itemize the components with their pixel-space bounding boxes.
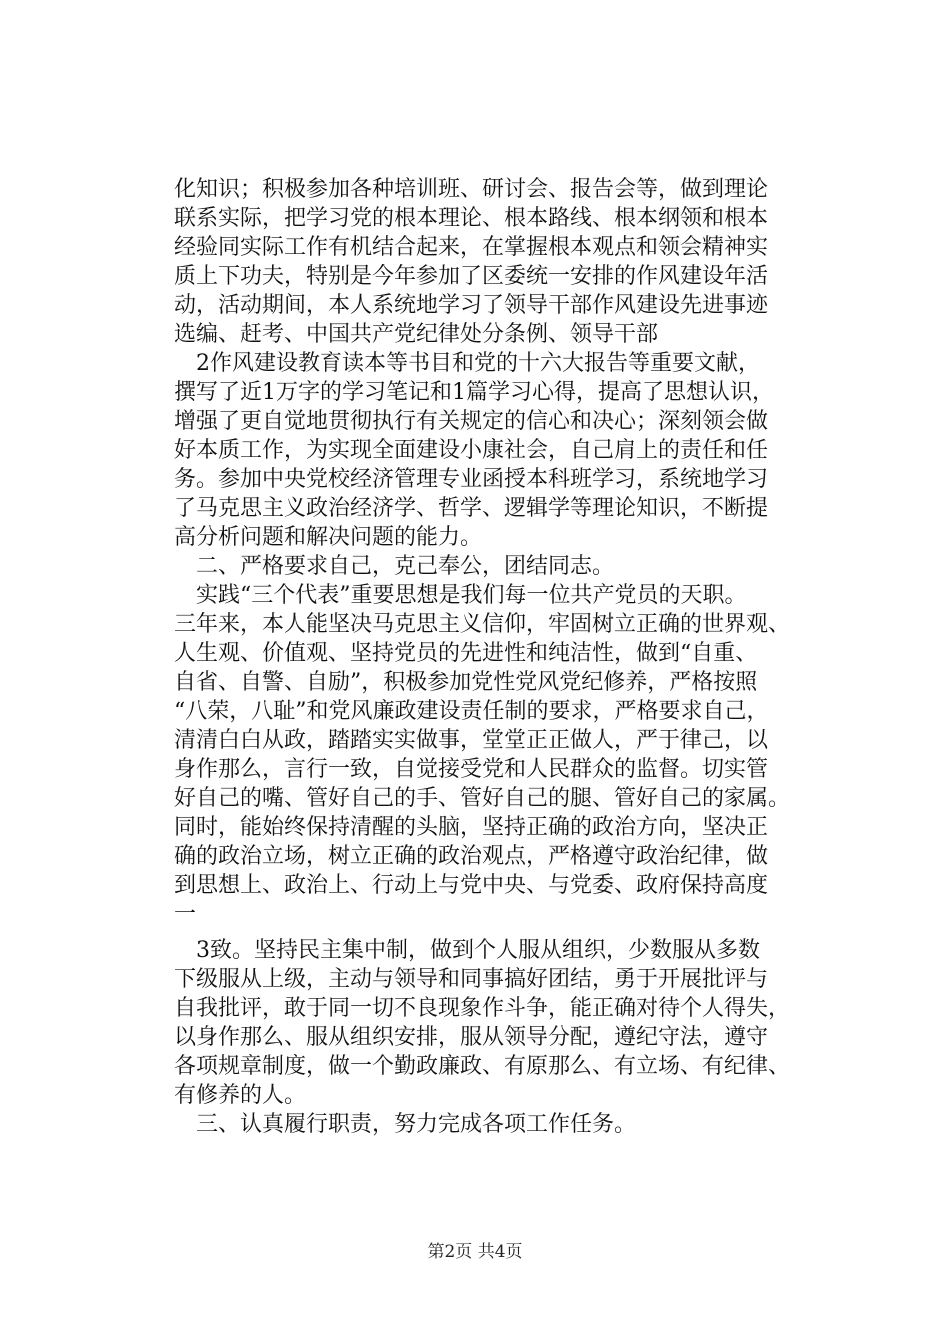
page-number: 第2页 共4页 [427, 1242, 523, 1262]
text-line: 2作风建设教育读本等书目和党的十六大报告等重要文献， [174, 351, 760, 376]
text-line: 人生观、价值观、坚持党员的先进性和纯洁性，做到“自重、 [174, 641, 758, 666]
text-line: 动，活动期间，本人系统地学习了领导干部作风建设先进事迹 [174, 293, 769, 318]
text-line: 同时，能始终保持清醒的头脑，坚持正确的政治方向，坚决正 [174, 815, 769, 840]
text-line: 3致。坚持民主集中制，做到个人服从组织，少数服从多数 [174, 938, 760, 963]
text-line: “八荣，八耻”和党风廉政建设责任制的要求，严格要求自己， [174, 699, 769, 724]
text-line: 实践“三个代表”重要思想是我们每一位共产党员的天职。 [174, 583, 747, 608]
section-heading: 二、严格要求自己，克己奉公，团结同志。 [174, 554, 615, 579]
text-line: 到思想上、政治上、行动上与党中央、与党委、政府保持高度 [174, 873, 769, 898]
text-line: 清清白白从政，踏踏实实做事，堂堂正正做人，严于律己，以 [174, 728, 769, 753]
text-line: 选编、赶考、中国共产党纪律处分条例、领导干部 [174, 322, 659, 347]
text-line: 高分析问题和解决问题的能力。 [174, 525, 483, 550]
section-heading: 三、认真履行职责，努力完成各项工作任务。 [174, 1112, 637, 1137]
text-line: 好自己的嘴、管好自己的手、管好自己的腿、管好自己的家属。 [174, 786, 791, 811]
text-line: 经验同实际工作有机结合起来，在掌握根本观点和领会精神实 [174, 235, 769, 260]
text-line: 化知识；积极参加各种培训班、研讨会、报告会等，做到理论 [174, 177, 769, 202]
text-line: 自我批评，敢于同一切不良现象作斗争，能正确对待个人得失， [174, 996, 791, 1021]
text-line: 了马克思主义政治经济学、哲学、逻辑学等理论知识，不断提 [174, 496, 769, 521]
text-line: 联系实际，把学习党的根本理论、根本路线、根本纲领和根本 [174, 206, 769, 231]
text-line: 三年来，本人能坚决马克思主义信仰，牢固树立正确的世界观、 [174, 612, 791, 637]
text-line: 撰写了近1万字的学习笔记和1篇学习心得，提高了思想认识， [174, 380, 774, 405]
text-line: 好本质工作，为实现全面建设小康社会，自己肩上的责任和任 [174, 438, 769, 463]
text-line: 以身作那么、服从组织安排，服从领导分配，遵纪守法，遵守 [174, 1025, 769, 1050]
text-line: 确的政治立场，树立正确的政治观点，严格遵守政治纪律，做 [174, 844, 769, 869]
text-line: 一 [174, 902, 197, 927]
text-line: 各项规章制度，做一个勤政廉政、有原那么、有立场、有纪律、 [174, 1054, 791, 1079]
text-line: 质上下功夫，特别是今年参加了区委统一安排的作风建设年活 [174, 264, 769, 289]
text-line: 下级服从上级，主动与领导和同事搞好团结，勇于开展批评与 [174, 967, 769, 992]
text-line: 身作那么，言行一致，自觉接受党和人民群众的监督。切实管 [174, 757, 769, 782]
text-line: 务。参加中央党校经济管理专业函授本科班学习，系统地学习 [174, 467, 769, 492]
text-line: 有修养的人。 [174, 1083, 307, 1108]
text-line: 增强了更自觉地贯彻执行有关规定的信心和决心；深刻领会做 [174, 409, 769, 434]
text-line: 自省、自警、自励”，积极参加党性党风党纪修养，严格按照 [174, 670, 758, 695]
